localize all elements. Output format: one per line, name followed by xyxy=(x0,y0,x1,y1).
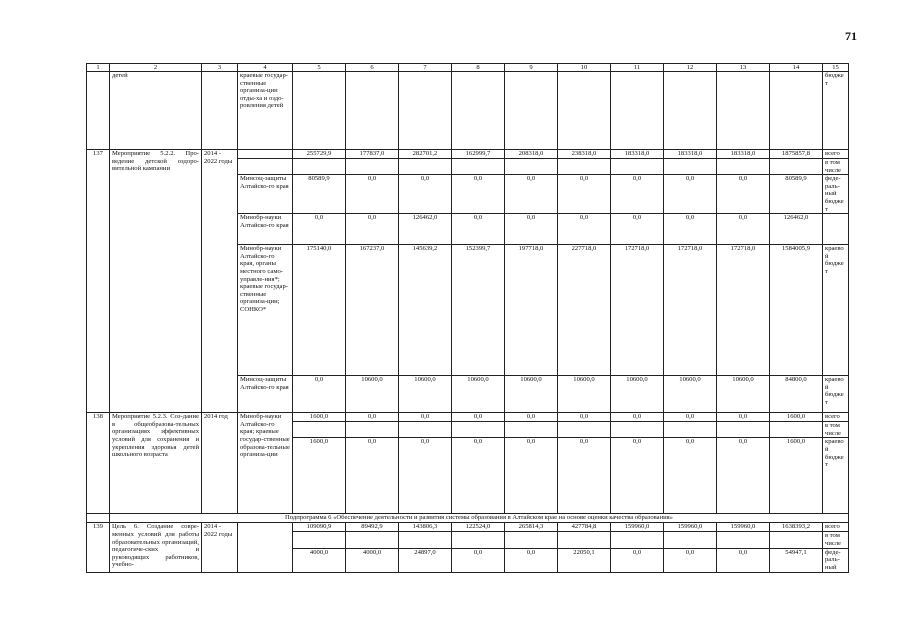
value-cell: 1600,0 xyxy=(770,413,823,422)
value-cell: 265814,3 xyxy=(505,523,558,532)
subprogram-banner: Подпрограмма 6 «Обеспечение деятельности и развития системы образования в Алтайском крае на основе оценки качества образования» xyxy=(110,514,849,523)
value-cell: 0,0 xyxy=(346,438,399,514)
executor xyxy=(238,523,293,572)
value-cell: 0,0 xyxy=(505,413,558,422)
column-number-row xyxy=(87,64,849,72)
table-row xyxy=(87,150,849,159)
value-cell: 0,0 xyxy=(611,214,664,245)
value-cell: 197718,0 xyxy=(505,245,558,376)
value-cell: 0,0 xyxy=(717,175,770,214)
value-cell: 80589,9 xyxy=(770,175,823,214)
value-cell: 172718,0 xyxy=(611,245,664,376)
column-number: 5 xyxy=(293,64,346,72)
value-cell: 162999,7 xyxy=(452,150,505,159)
value-cell: 0,0 xyxy=(558,413,611,422)
value-cell: 126462,0 xyxy=(770,214,823,245)
value-cell: 10600,0 xyxy=(346,376,399,413)
column-number: 6 xyxy=(346,64,399,72)
executor: Минсоц-защиты Алтайско-го края xyxy=(238,376,293,413)
column-number: 13 xyxy=(717,64,770,72)
value-cell: 427784,8 xyxy=(558,523,611,532)
value-cell: 0,0 xyxy=(611,413,664,422)
value-cell: 22050,1 xyxy=(558,548,611,572)
value-cell: 0,0 xyxy=(452,548,505,572)
column-number: 3 xyxy=(202,64,238,72)
column-number: 11 xyxy=(611,64,664,72)
value-cell: 24897,0 xyxy=(399,548,452,572)
value-cell: 0,0 xyxy=(452,214,505,245)
value-cell: 10600,0 xyxy=(399,376,452,413)
value-cell: 0,0 xyxy=(717,438,770,514)
column-number: 7 xyxy=(399,64,452,72)
incl-label: в том числе xyxy=(823,159,849,175)
value-cell: 10600,0 xyxy=(452,376,505,413)
budget-table xyxy=(86,63,849,573)
incl-label: в том числе xyxy=(823,422,849,438)
value-cell: 10600,0 xyxy=(505,376,558,413)
period: 2014 год xyxy=(202,413,238,514)
row-number: 137 xyxy=(87,150,110,413)
funding-source: феде-раль-ный xyxy=(823,548,849,572)
executor: Минобр-науки Алтайско-го края xyxy=(238,214,293,245)
value-cell: 126462,0 xyxy=(399,214,452,245)
value-cell: 255729,9 xyxy=(293,150,346,159)
activity-name: Мероприятие 5.2.3. Соз-дание в общеобразова-тельных организациях эффективных условий для сохранения и укрепления здоровья детей школьного возраста xyxy=(110,413,202,514)
value-cell: 0,0 xyxy=(399,438,452,514)
value-cell: 238318,0 xyxy=(558,150,611,159)
value-cell: 0,0 xyxy=(293,214,346,245)
column-number: 1 xyxy=(87,64,110,72)
column-number: 14 xyxy=(770,64,823,72)
value-cell: 175140,0 xyxy=(293,245,346,376)
value-cell: 0,0 xyxy=(505,438,558,514)
value-cell: 1600,0 xyxy=(293,438,346,514)
executor: Минобр-науки Алтайско-го края; краевые государ-ственные образова-тельные организа-ции xyxy=(238,413,293,514)
value-cell: 1600,0 xyxy=(770,438,823,514)
funding-source: всего xyxy=(823,413,849,422)
value-cell: 0,0 xyxy=(664,175,717,214)
value-cell: 4000,0 xyxy=(346,548,399,572)
subprogram-banner-row xyxy=(87,514,849,523)
value-cell: 0,0 xyxy=(558,438,611,514)
value-cell: 109090,9 xyxy=(293,523,346,532)
table-row xyxy=(87,523,849,532)
column-number: 10 xyxy=(558,64,611,72)
value-cell: 183318,0 xyxy=(717,150,770,159)
value-cell: 159960,0 xyxy=(664,523,717,532)
value-cell: 1638393,2 xyxy=(770,523,823,532)
value-cell: 159960,0 xyxy=(717,523,770,532)
column-number: 12 xyxy=(664,64,717,72)
value-cell: 0,0 xyxy=(611,175,664,214)
value-cell: 0,0 xyxy=(717,548,770,572)
value-cell: 10600,0 xyxy=(611,376,664,413)
value-cell: 0,0 xyxy=(558,214,611,245)
period xyxy=(202,72,238,150)
executor: краевые государ-ственные организа-ции отды-ха и оздо-ровления детей xyxy=(238,72,293,150)
incl-label: в том числе xyxy=(823,532,849,548)
activity-name: детей xyxy=(110,72,202,150)
value-cell: 227718,0 xyxy=(558,245,611,376)
value-cell: 0,0 xyxy=(717,214,770,245)
value-cell: 0,0 xyxy=(293,376,346,413)
value-cell: 159960,0 xyxy=(611,523,664,532)
row-number xyxy=(87,72,110,150)
row-number: 138 xyxy=(87,413,110,514)
value-cell: 0,0 xyxy=(399,175,452,214)
value-cell: 0,0 xyxy=(505,548,558,572)
value-cell: 0,0 xyxy=(611,438,664,514)
value-cell: 0,0 xyxy=(452,175,505,214)
value-cell: 122524,0 xyxy=(452,523,505,532)
value-cell: 208318,0 xyxy=(505,150,558,159)
funding-source: всего xyxy=(823,150,849,159)
value-cell: 1584005,9 xyxy=(770,245,823,376)
value-cell: 4000,0 xyxy=(293,548,346,572)
value-cell: 177837,0 xyxy=(346,150,399,159)
funding-source: бюджет xyxy=(823,72,849,150)
value-cell: 0,0 xyxy=(664,438,717,514)
column-number: 4 xyxy=(238,64,293,72)
funding-source: краевой бюджет xyxy=(823,438,849,514)
value-cell: 0,0 xyxy=(664,214,717,245)
value-cell: 1600,0 xyxy=(293,413,346,422)
funding-source: феде-раль-ный бюджет xyxy=(823,175,849,214)
value-cell: 0,0 xyxy=(452,438,505,514)
value-cell: 84800,0 xyxy=(770,376,823,413)
value-cell: 172718,0 xyxy=(717,245,770,376)
executor xyxy=(238,150,293,159)
funding-source: краевой бюджет xyxy=(823,245,849,376)
value-cell: 10600,0 xyxy=(717,376,770,413)
value-cell: 143806,3 xyxy=(399,523,452,532)
value-cell: 1875857,8 xyxy=(770,150,823,159)
row-number: 139 xyxy=(87,523,110,572)
value-cell: 10600,0 xyxy=(558,376,611,413)
table-row xyxy=(87,413,849,422)
value-cell: 0,0 xyxy=(452,413,505,422)
value-cell: 145639,2 xyxy=(399,245,452,376)
executor: Минобр-науки Алтайско-го края, органы местного само-управле-ния*; краевые государ-ственные организа-ции; СОНКО* xyxy=(238,245,293,376)
value-cell: 0,0 xyxy=(505,175,558,214)
value-cell: 0,0 xyxy=(664,413,717,422)
value-cell: 0,0 xyxy=(346,175,399,214)
value-cell: 172718,0 xyxy=(664,245,717,376)
value-cell: 183318,0 xyxy=(664,150,717,159)
value-cell: 152399,7 xyxy=(452,245,505,376)
value-cell: 183318,0 xyxy=(611,150,664,159)
executor: Минсоц-защиты Алтайско-го края xyxy=(238,175,293,214)
value-cell: 10600,0 xyxy=(664,376,717,413)
value-cell: 0,0 xyxy=(664,548,717,572)
value-cell: 0,0 xyxy=(717,413,770,422)
funding-source: всего xyxy=(823,523,849,532)
page-number: 71 xyxy=(845,29,857,43)
value-cell: 54947,1 xyxy=(770,548,823,572)
table-row xyxy=(87,72,849,150)
period: 2014 - 2022 годы xyxy=(202,150,238,413)
value-cell: 0,0 xyxy=(346,413,399,422)
value-cell: 0,0 xyxy=(558,175,611,214)
value-cell: 0,0 xyxy=(346,214,399,245)
value-cell: 89492,9 xyxy=(346,523,399,532)
period: 2014 - 2022 годы xyxy=(202,523,238,572)
column-number: 8 xyxy=(452,64,505,72)
value-cell: 0,0 xyxy=(611,548,664,572)
value-cell: 282701,2 xyxy=(399,150,452,159)
activity-name: Цель 6. Создание совре-менных условий для работы образовательных организаций, педагогиче-ских и руководящих работников, учебно- xyxy=(110,523,202,572)
column-number: 15 xyxy=(823,64,849,72)
activity-name: Мероприятие 5.2.2. Про-ведение детской оздоро-вительной кампании xyxy=(110,150,202,413)
value-cell: 0,0 xyxy=(399,413,452,422)
value-cell: 0,0 xyxy=(505,214,558,245)
funding-source: краевой бюджет xyxy=(823,376,849,413)
value-cell: 80589,9 xyxy=(293,175,346,214)
value-cell: 167237,0 xyxy=(346,245,399,376)
column-number: 2 xyxy=(110,64,202,72)
funding-source xyxy=(823,214,849,245)
column-number: 9 xyxy=(505,64,558,72)
